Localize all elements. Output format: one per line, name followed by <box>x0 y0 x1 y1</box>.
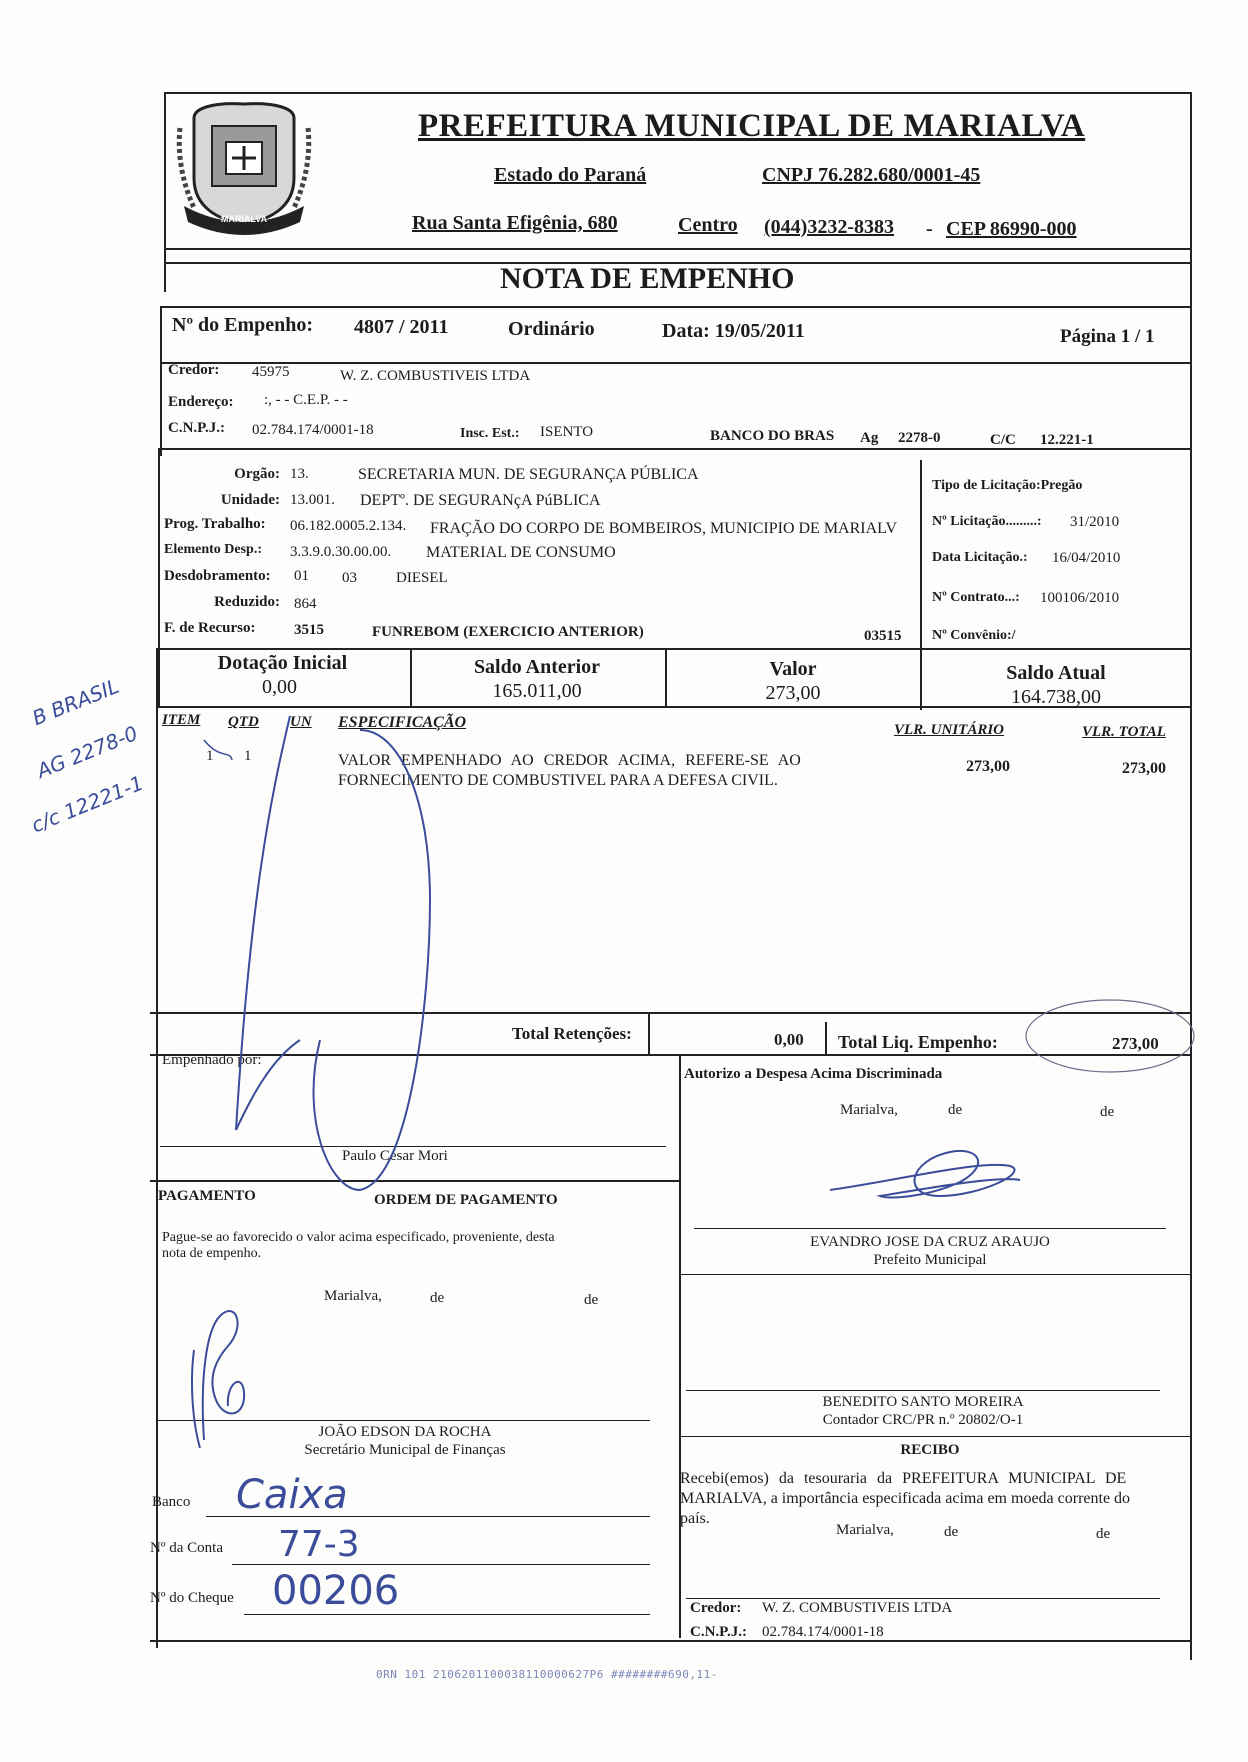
header-state: Estado do Paraná <box>494 164 647 186</box>
crest-label: MARIALVA <box>220 214 268 224</box>
elemento-code: 3.3.9.0.30.00.00. <box>290 544 392 560</box>
prefeito-name: EVANDRO JOSE DA CRUZ ARAUJO <box>810 1234 1050 1250</box>
header-cnpj: CNPJ 76.282.680/0001-45 <box>762 164 981 186</box>
recibo-label: RECIBO <box>900 1442 960 1458</box>
header-title: PREFEITURA MUNICIPAL DE MARIALVA <box>418 108 1086 144</box>
item-qtd: 1 <box>244 748 252 764</box>
desdob-a: 01 <box>294 568 309 584</box>
empenho-label: Nº do Empenho: <box>172 314 314 336</box>
orgao-name: SECRETARIA MUN. DE SEGURANÇA PÚBLICA <box>358 466 699 483</box>
item-spec-line2: FORNECIMENTO DE COMBUSTIVEL PARA A DEFESA CIVIL. <box>338 772 778 789</box>
desdob-name: DIESEL <box>396 570 448 586</box>
empenho-date: Data: 19/05/2011 <box>662 320 805 342</box>
credor-label: Credor: <box>168 362 220 378</box>
insc-value: ISENTO <box>540 424 594 440</box>
secretario-role: Secretário Municipal de Finanças <box>304 1442 506 1458</box>
credor-code: 45975 <box>252 364 290 380</box>
reduzido-value: 864 <box>294 596 317 612</box>
item-spec-line1: VALOR EMPENHADO AO CREDOR ACIMA, REFERE-SE AO <box>338 752 801 769</box>
conta-value: 77-3 <box>278 1524 360 1565</box>
cheque-value: 00206 <box>272 1568 400 1614</box>
elemento-name: MATERIAL DE CONSUMO <box>426 544 616 561</box>
saldo-anterior-label: Saldo Anterior <box>473 656 601 678</box>
conta-label: Nº da Conta <box>150 1540 223 1556</box>
empenho-type: Ordinário <box>508 318 595 340</box>
insc-label: Insc. Est.: <box>460 426 520 441</box>
orgao-label: Orgão: <box>234 466 280 482</box>
reduzido-label: Reduzido: <box>214 594 280 610</box>
ordem-pagamento-label: ORDEM DE PAGAMENTO <box>374 1192 558 1208</box>
footer-code: 0RN 101 2106201100038110000627P6 ########690,11- <box>376 1668 718 1681</box>
liq-value: 273,00 <box>1112 1034 1159 1053</box>
contador-name: BENEDITO SANTO MOREIRA <box>822 1394 1024 1410</box>
header-cep: CEP 86990-000 <box>946 218 1077 240</box>
pagamento-label: PAGAMENTO <box>158 1188 256 1204</box>
unidade-code: 13.001. <box>290 492 335 508</box>
recibo-text1: Recebi(emos) da tesouraria da PREFEITURA MUNICIPAL DE <box>680 1470 1127 1487</box>
licitacao-data: 16/04/2010 <box>1052 550 1121 566</box>
address-label: Endereço: <box>168 394 234 410</box>
recibo-cnpj: 02.784.174/0001-18 <box>762 1624 884 1640</box>
header-dash: - <box>926 218 933 240</box>
pagamento-text1: Pague-se ao favorecido o valor acima especificado, proveniente, desta <box>162 1230 555 1245</box>
page-number: Página 1 / 1 <box>1060 326 1155 347</box>
valor-value: 273,00 <box>765 682 821 704</box>
item-number: 1 <box>206 748 214 764</box>
prog-code: 06.182.0005.2.134. <box>290 518 407 534</box>
licitacao-tipo: Tipo de Licitação:Pregão <box>932 478 1083 493</box>
cnpj-label: C.N.P.J.: <box>168 420 225 436</box>
bank-name: BANCO DO BRAS <box>710 428 835 444</box>
pagamento-text2: nota de empenho. <box>162 1246 262 1261</box>
ag-label: Ag <box>860 430 879 446</box>
cheque-label: Nº do Cheque <box>150 1590 234 1606</box>
convenio: Nº Convênio:/ <box>932 628 1016 643</box>
liq-label: Total Liq. Empenho: <box>838 1032 998 1052</box>
prog-name: FRAÇÃO DO CORPO DE BOMBEIROS, MUNICIPIO DE MARIALV <box>430 520 898 537</box>
empenhado-name: Paulo César Mori <box>342 1148 448 1164</box>
margin-note-line1: B BRASIL <box>28 673 123 731</box>
cc-value: 12.221-1 <box>1040 432 1094 448</box>
doc-title: NOTA DE EMPENHO <box>500 262 795 295</box>
desdob-label: Desdobramento: <box>164 568 271 584</box>
elemento-label: Elemento Desp.: <box>164 542 262 557</box>
col-item: ITEM <box>162 712 201 728</box>
credor-name: W. Z. COMBUSTIVEIS LTDA <box>340 368 531 384</box>
pagamento-city: Marialva, <box>324 1288 382 1304</box>
desdob-b: 03 <box>342 570 357 586</box>
cc-label: C/C <box>990 432 1016 448</box>
saldo-atual-value: 164.738,00 <box>1011 686 1101 708</box>
header-phone: (044)3232-8383 <box>764 216 894 238</box>
retencoes-label: Total Retenções: <box>512 1024 632 1043</box>
col-spec: ESPECIFICAÇÃO <box>338 714 467 731</box>
autorizo-de1: de <box>948 1102 963 1118</box>
saldo-anterior-value: 165.011,00 <box>492 680 582 702</box>
recibo-credor-name: W. Z. COMBUSTIVEIS LTDA <box>762 1600 953 1616</box>
banco-label: Banco <box>152 1494 191 1510</box>
contrato-label: Nº Contrato...: <box>932 590 1020 605</box>
credor-cnpj: 02.784.174/0001-18 <box>252 422 374 438</box>
valor-label: Valor <box>769 658 817 680</box>
autorizo-label: Autorizo a Despesa Acima Discriminada <box>684 1066 943 1082</box>
prog-label: Prog. Trabalho: <box>164 516 266 532</box>
recurso-code2: 03515 <box>864 628 902 644</box>
empenho-number: 4807 / 2011 <box>354 316 449 338</box>
unidade-label: Unidade: <box>220 492 280 508</box>
recurso-label: F. de Recurso: <box>164 620 256 636</box>
contador-role: Contador CRC/PR n.º 20802/O-1 <box>822 1412 1024 1428</box>
licitacao-data-label: Data Licitação.: <box>932 550 1028 565</box>
recurso-code: 3515 <box>294 622 324 638</box>
header-street: Rua Santa Efigênia, 680 <box>412 212 618 234</box>
col-qtd: QTD <box>228 714 259 730</box>
licitacao-numero-label: Nº Licitação.........: <box>932 514 1042 529</box>
autorizo-de2: de <box>1100 1104 1115 1120</box>
pagamento-de1: de <box>430 1290 445 1306</box>
recibo-text2: MARIALVA, a importância especificada acima em moeda corrente do <box>680 1490 1131 1507</box>
contrato-value: 100106/2010 <box>1040 590 1120 606</box>
recurso-name: FUNREBOM (EXERCICIO ANTERIOR) <box>372 624 644 640</box>
item-unit-value: 273,00 <box>966 758 1010 775</box>
col-unit: VLR. UNITÁRIO <box>894 722 1005 738</box>
col-un: UN <box>290 714 312 730</box>
prefeito-role: Prefeito Municipal <box>873 1252 987 1268</box>
margin-note-line2: AG 2278-0 <box>33 720 142 784</box>
banco-value: Caixa <box>236 1472 348 1518</box>
orgao-code: 13. <box>290 466 309 482</box>
recibo-credor-label: Credor: <box>690 1600 742 1616</box>
pagamento-de2: de <box>584 1292 599 1308</box>
recibo-de2: de <box>1096 1526 1111 1542</box>
dotacao-label: Dotação Inicial <box>217 652 348 674</box>
licitacao-numero: 31/2010 <box>1070 514 1120 530</box>
retencoes-value: 0,00 <box>774 1030 804 1049</box>
address-value: :, - - C.E.P. - - <box>264 392 348 408</box>
autorizo-city: Marialva, <box>840 1102 898 1118</box>
col-total: VLR. TOTAL <box>1082 724 1166 740</box>
item-total-value: 273,00 <box>1122 760 1166 777</box>
ag-value: 2278-0 <box>898 430 941 446</box>
recibo-city: Marialva, <box>836 1522 894 1538</box>
margin-note-line3: c/c 12221-1 <box>27 770 147 838</box>
unidade-name: DEPTº. DE SEGURANçA PúBLICA <box>360 492 601 509</box>
empenhado-label: Empenhado por: <box>162 1052 262 1068</box>
saldo-atual-label: Saldo Atual <box>1006 662 1106 684</box>
recibo-de1: de <box>944 1524 959 1540</box>
secretario-name: JOÃO EDSON DA ROCHA <box>318 1424 492 1440</box>
header-district: Centro <box>678 214 738 236</box>
recibo-text3: país. <box>680 1510 710 1527</box>
dotacao-value: 0,00 <box>262 676 297 698</box>
recibo-cnpj-label: C.N.P.J.: <box>690 1624 747 1640</box>
